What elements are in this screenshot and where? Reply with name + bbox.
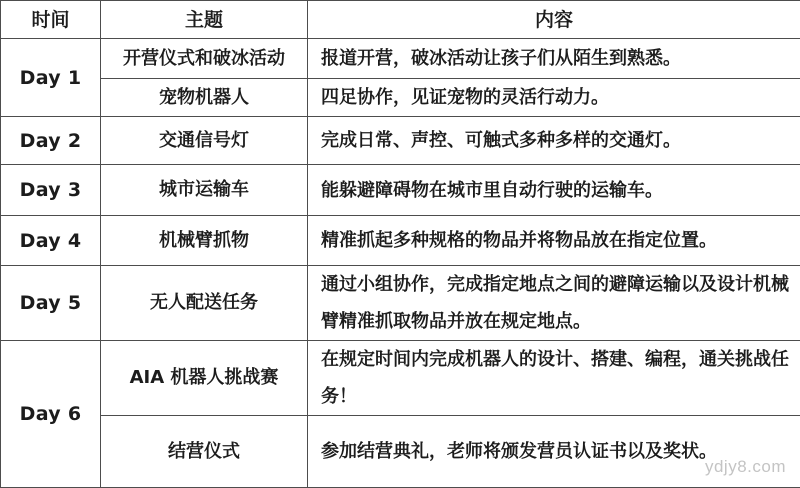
header-time: 时间 <box>1 1 101 39</box>
content-cell: 精准抓起多种规格的物品并将物品放在指定位置。 <box>308 216 800 266</box>
day-label: Day 6 <box>1 341 101 488</box>
day-label: Day 1 <box>1 39 101 117</box>
content-cell: 报道开营，破冰活动让孩子们从陌生到熟悉。 <box>308 39 800 79</box>
table-row <box>1 266 800 341</box>
header-row <box>1 1 800 39</box>
topic-cell: 城市运输车 <box>101 165 308 216</box>
content-cell: 能躲避障碍物在城市里自动行驶的运输车。 <box>308 165 800 216</box>
topic-cell: 开营仪式和破冰活动 <box>101 39 308 79</box>
day-label: Day 3 <box>1 165 101 216</box>
content-cell: 四足协作，见证宠物的灵活行动力。 <box>308 79 800 117</box>
content-cell: 完成日常、声控、可触式多种多样的交通灯。 <box>308 117 800 165</box>
header-content: 内容 <box>308 1 800 39</box>
header-topic: 主题 <box>101 1 308 39</box>
topic-cell: 结营仪式 <box>101 416 308 488</box>
table-row <box>1 39 800 79</box>
topic-cell: 宠物机器人 <box>101 79 308 117</box>
content-cell: 通过小组协作，完成指定地点之间的避障运输以及设计机械臂精准抓取物品并放在规定地点。 <box>308 266 800 341</box>
day-label: Day 4 <box>1 216 101 266</box>
content-cell: 参加结营典礼，老师将颁发营员认证书以及奖状。 <box>308 416 800 488</box>
topic-cell: 交通信号灯 <box>101 117 308 165</box>
day-label: Day 2 <box>1 117 101 165</box>
table-row <box>1 117 800 165</box>
topic-cell: 无人配送任务 <box>101 266 308 341</box>
table-row <box>1 79 800 117</box>
table-row <box>1 216 800 266</box>
watermark: ydjy8.com <box>705 457 786 477</box>
topic-cell: AIA 机器人挑战赛 <box>101 341 308 416</box>
day-label: Day 5 <box>1 266 101 341</box>
topic-cell: 机械臂抓物 <box>101 216 308 266</box>
content-cell: 在规定时间内完成机器人的设计、搭建、编程，通关挑战任务！ <box>308 341 800 416</box>
table-row <box>1 165 800 216</box>
table-row <box>1 416 800 488</box>
table-row <box>1 341 800 416</box>
